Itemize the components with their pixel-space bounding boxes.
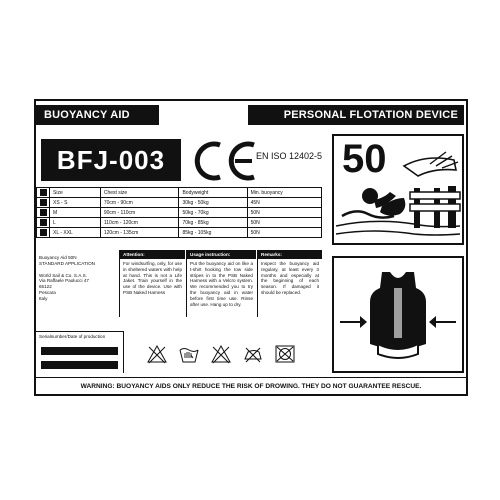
warning-text: WARNING: BUOYANCY AIDS ONLY REDUCE THE RISK OF DROWING. THEY DO NOT GUARANTEE RESCUE. (36, 377, 466, 395)
company-city: Pescara (39, 289, 56, 295)
bodyweight-cell: 50kg - 70kg (179, 208, 247, 218)
table-row (37, 228, 322, 238)
table-row (37, 218, 322, 228)
chest-cell: 110cm - 120cm (100, 218, 179, 228)
product-code: BFJ-003 (41, 139, 181, 181)
bodyweight-cell: 30kg - 50kg (179, 198, 247, 208)
checkbox-square (40, 189, 47, 196)
remarks-title: Remarks: (258, 250, 322, 259)
vest-pictogram (332, 256, 464, 373)
buoyancy-cell: 50N (247, 218, 321, 228)
date-bar (41, 361, 118, 369)
chest-header: Chest size (100, 188, 179, 198)
no-iron-icon (242, 344, 264, 364)
ce-mark-icon (190, 137, 262, 185)
remarks-text: Inspect the buoyancy aid regulary, at least every 3 months and especially at the beginning of each season. If damaged it should be replaced. (261, 261, 319, 295)
buoyancy-cell: 50N (247, 208, 321, 218)
checkbox-square (40, 229, 47, 236)
buoyancy-cell: 45N (247, 198, 321, 208)
no-dry-clean-icon (210, 344, 232, 364)
table-row (37, 198, 322, 208)
care-symbols (140, 344, 320, 366)
no-tumble-dry-icon (274, 344, 296, 364)
manufacturer-info (39, 255, 115, 302)
attention-title: Attention: (120, 250, 185, 259)
bodyweight-cell: 85kg - 105kg (179, 228, 247, 238)
serial-bar (41, 347, 118, 355)
serial-section (36, 331, 124, 373)
hand-wash-icon (178, 344, 200, 364)
attention-section (120, 250, 185, 298)
chest-cell: 70cm - 90cm (100, 198, 179, 208)
buoyancy-header: Min. buoyancy (247, 188, 321, 198)
product-label (34, 99, 468, 396)
company-street: Via Raffaele Paolucci 47 (39, 278, 89, 284)
checkbox-square (40, 199, 47, 206)
company-country: Italy (39, 295, 48, 301)
swimmer-with-pier-icon (334, 136, 462, 243)
chest-cell: 90cm - 110cm (100, 208, 179, 218)
bodyweight-header: Bodyweight (179, 188, 247, 198)
attention-text: For windsurfing, only, for use in sheltered waters with help at hand. This is not a Life Jaket. Train yourself in the use of the device. Use with PSB Naked Harness (123, 261, 182, 295)
usage-text: Put the buoyancy aid on like a t-shirt hooking the tow side stripes in to the PSB Naked Harness with a Velcro system. We recommended you to try the buoyancy aid in water before first time use. Rinse after use. Hang up to dry. (190, 261, 253, 307)
product-type: Buoyancy Aid 50N (39, 255, 77, 260)
buoyancy-cell: 50N (247, 228, 321, 238)
table-row (37, 208, 322, 218)
serial-label: Serialnumber/Date of production (39, 334, 106, 339)
checkbox-square (40, 209, 47, 216)
size-cell: XL - XXL (50, 228, 101, 238)
pfd-title: PERSONAL FLOTATION DEVICE (248, 105, 464, 125)
remarks-section (258, 250, 322, 298)
chest-cell: 120cm - 135cm (100, 228, 179, 238)
company-zip: 65122 (39, 284, 52, 290)
size-header: Size (50, 188, 101, 198)
company-name: World Sail & Co. S.A.S. (39, 272, 87, 278)
standard-number: EN ISO 12402-5 (256, 151, 323, 161)
bodyweight-cell: 70kg - 85kg (179, 218, 247, 228)
size-cell: L (50, 218, 101, 228)
application-type: STANDARD APPLICATION (39, 260, 95, 266)
size-table-header (37, 188, 322, 198)
buoyancy-vest-icon (334, 258, 462, 371)
usage-section (187, 250, 256, 309)
size-cell: XS - S (50, 198, 101, 208)
buoyancy-aid-title: BUOYANCY AID (36, 105, 159, 125)
usage-title: Usage instruction: (187, 250, 256, 259)
no-bleach-icon (146, 344, 168, 364)
size-cell: M (50, 208, 101, 218)
checkbox-square (40, 219, 47, 226)
buoyancy-pictogram (332, 134, 464, 245)
size-table (36, 187, 322, 238)
label-header (36, 101, 466, 130)
buoyancy-value: 50 (342, 137, 387, 181)
